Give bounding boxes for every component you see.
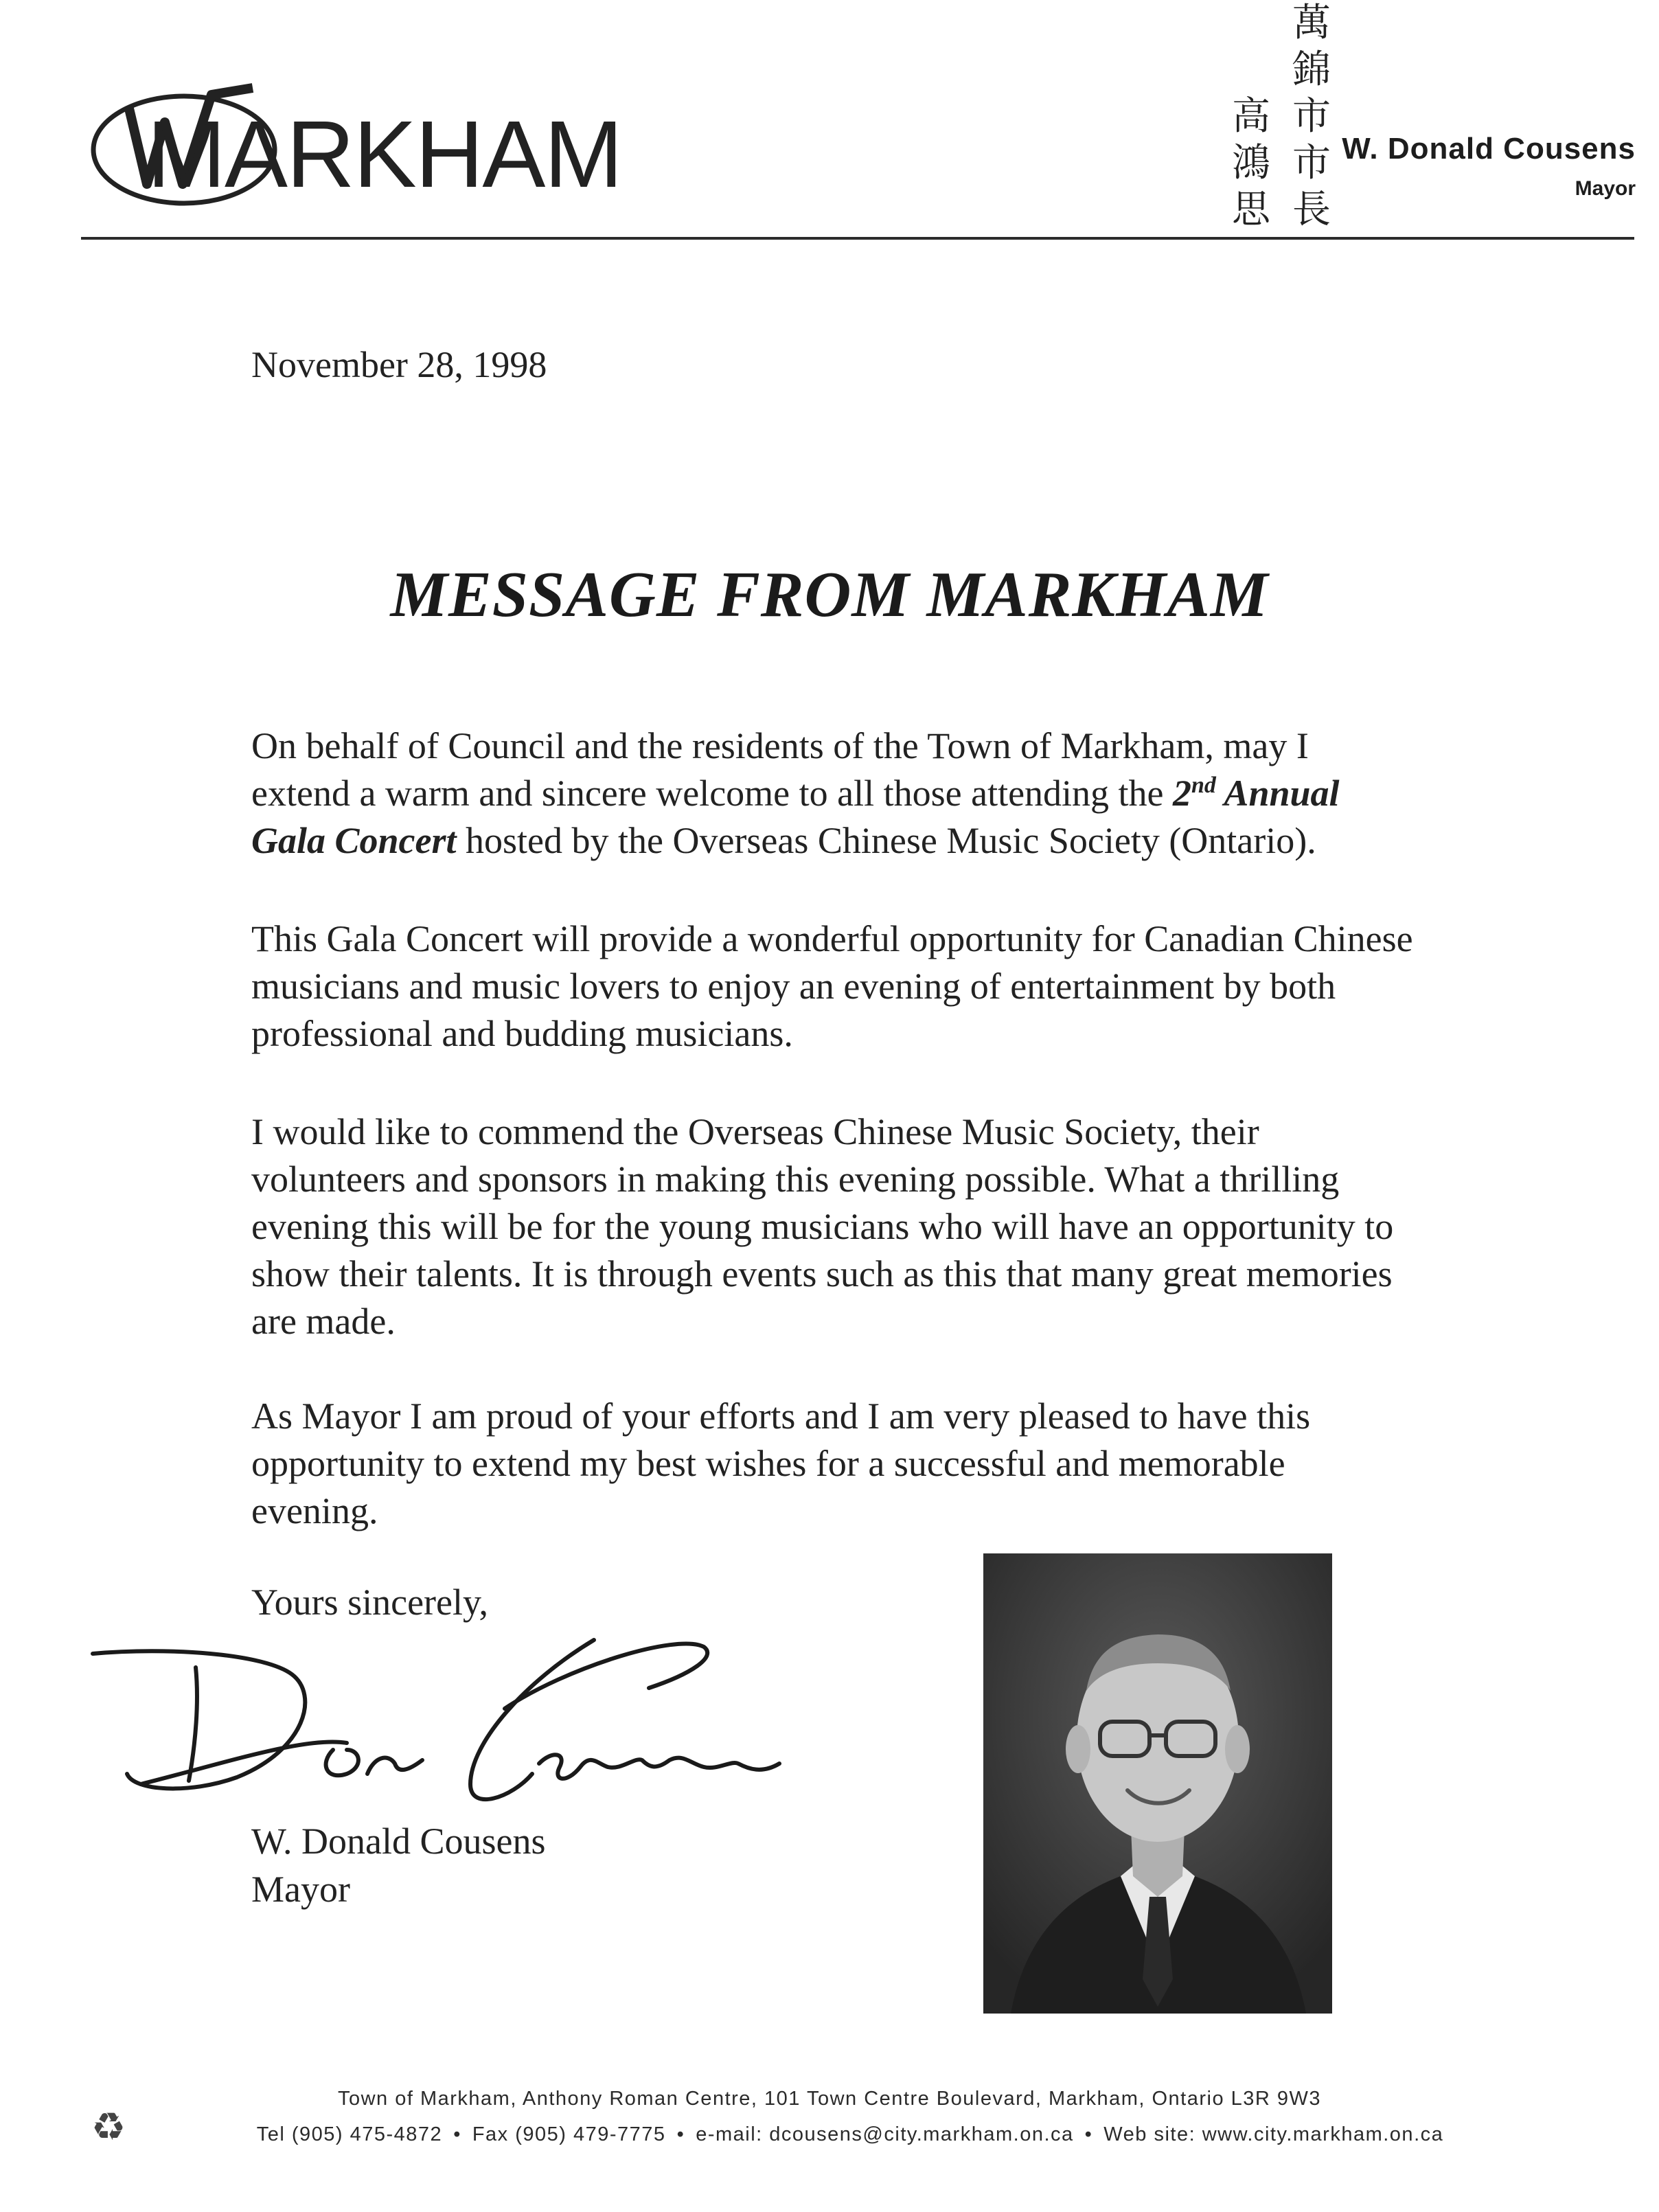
paragraph-line: I would like to commend the Overseas Chinese Music Society, their [251,1111,1259,1152]
signer-name: W. Donald Cousens [251,1821,546,1862]
markham-logo [81,81,622,212]
paragraph-line: opportunity to extend my best wishes for a successful and memorable [251,1443,1285,1484]
paragraph-best-wishes [251,1393,1556,1535]
page-title: MESSAGE FROM MARKHAM [390,559,1269,630]
footer-address: Town of Markham, Anthony Roman Centre, 101 Town Centre Boulevard, Markham, Ontario L3R 9W3 [337,2088,1322,2110]
chinese-mayor-title: 萬錦市市長 [1292,1,1331,232]
footer-telephone: Tel (905) 475-4872 [256,2123,443,2145]
letterhead-mayor-name: W. Donald Cousens [1342,132,1636,166]
footer-separator: • [453,2123,461,2145]
paragraph-commendation [251,1108,1556,1345]
text-segment: Annual [1215,773,1340,814]
paragraph-line: As Mayor I am proud of your efforts and I am very pleased to have this [251,1395,1311,1437]
footer-separator: • [1084,2123,1093,2145]
header-divider [81,237,1634,240]
letter-date: November 28, 1998 [251,344,547,385]
signature-graphic [86,1626,848,1832]
mayor-portrait-photo [983,1553,1332,2014]
footer-website[interactable]: Web site: www.city.markham.on.ca [1103,2123,1444,2145]
portrait-graphic [983,1553,1332,2014]
handwritten-signature [86,1626,848,1832]
paragraph-line: On behalf of Council and the residents of the Town of Markham, may I [251,725,1309,766]
event-name-emphasis [1173,773,1340,814]
paragraph-opportunity [251,915,1556,1058]
paragraph-welcome [251,722,1556,865]
paragraph-line: musicians and music lovers to enjoy an evening of entertainment by both [251,966,1336,1007]
ordinal-suffix: nd [1191,773,1216,798]
text-segment: hosted by the Overseas Chinese Music Society (Ontario). [456,820,1316,861]
ordinal-number: 2 [1173,773,1192,814]
text-segment: extend a warm and sincere welcome to all those attending the [251,773,1174,814]
paragraph-line: are made. [251,1301,396,1342]
chinese-mayor-name: 高鴻思 [1232,94,1270,232]
closing-salutation: Yours sincerely, [251,1582,488,1623]
logo-wordmark: MARKHAM [147,102,622,207]
paragraph-line [251,770,1556,817]
signer-title: Mayor [251,1869,350,1910]
paragraph-line: This Gala Concert will provide a wonderful opportunity for Canadian Chinese [251,918,1413,959]
footer-email[interactable]: e-mail: dcousens@city.markham.on.ca [696,2123,1074,2145]
footer-contact [0,2123,1659,2146]
paragraph-line: professional and budding musicians. [251,1013,793,1054]
paragraph-line: show their talents. It is through events such as this that many great memories [251,1253,1393,1295]
recycle-icon: ♻ [91,2105,126,2150]
footer-separator: • [676,2123,685,2145]
paragraph-line: evening this will be for the young musicians who will have an opportunity to [251,1206,1394,1247]
paragraph-line: volunteers and sponsors in making this evening possible. What a thrilling [251,1159,1340,1200]
letterhead-mayor-title: Mayor [1575,177,1636,200]
footer-fax: Fax (905) 479-7775 [472,2123,666,2145]
paragraph-line [251,817,1556,865]
paragraph-line: evening. [251,1490,378,1531]
event-name-emphasis: Gala Concert [251,820,457,861]
